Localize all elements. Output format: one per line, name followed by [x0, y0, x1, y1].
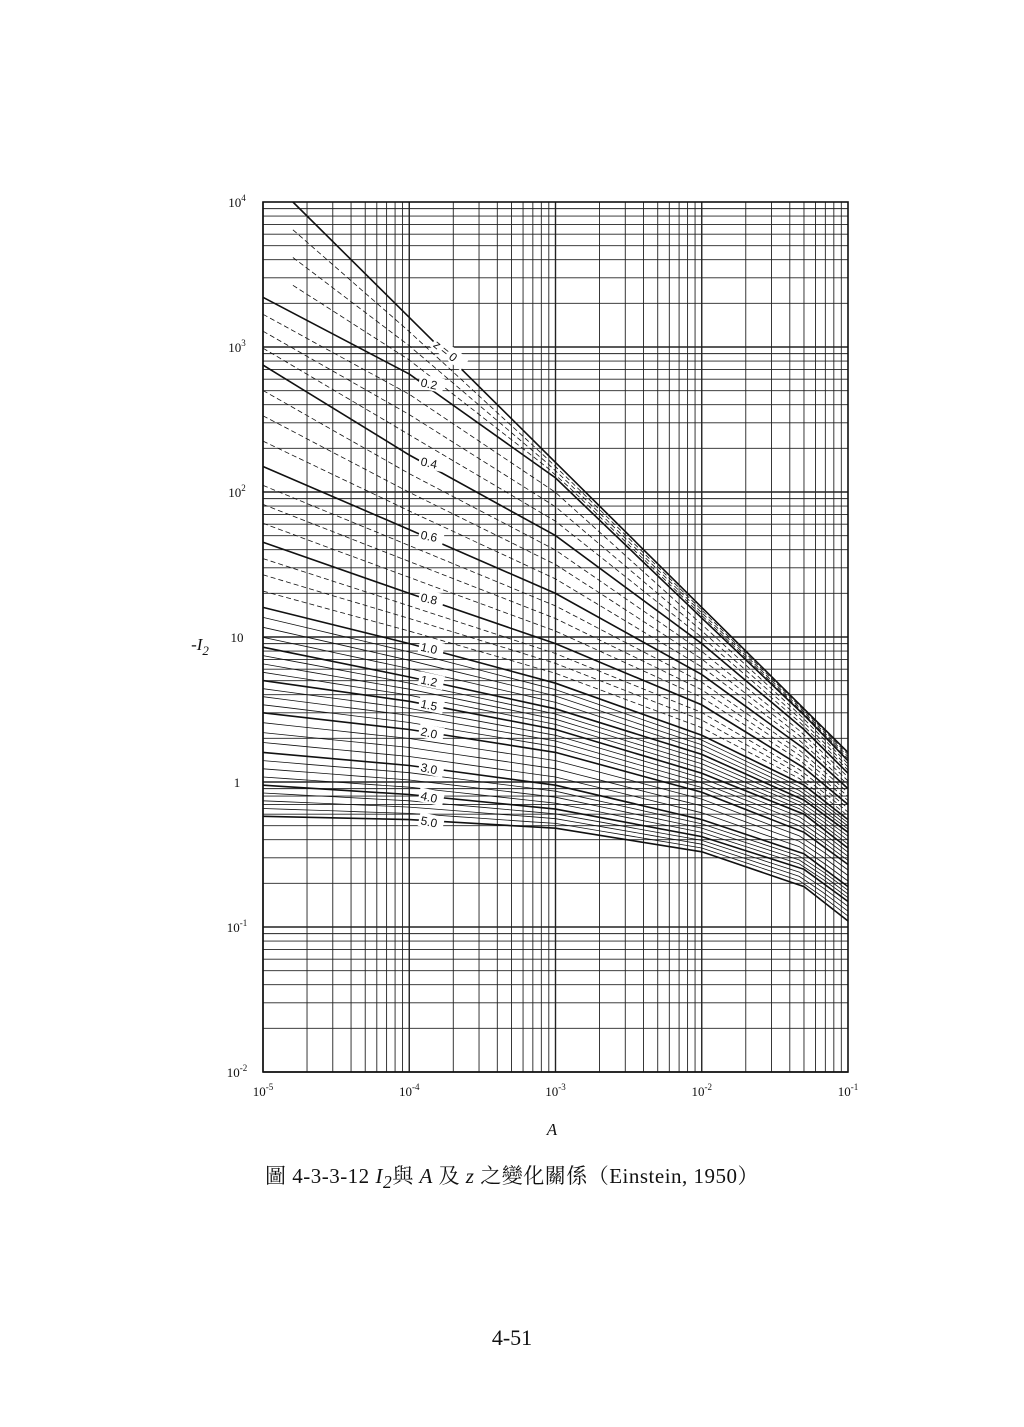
curve-label: 1.2 [419, 672, 439, 690]
caption-var-z: z [465, 1164, 475, 1188]
curve-labels [418, 335, 469, 831]
caption-var-i: I [375, 1164, 383, 1188]
page-number: 4-51 [491, 1325, 533, 1350]
curve-label: 1.5 [419, 696, 439, 714]
curve-label: z = 0 [430, 337, 461, 365]
y-tick-label: $10^{-1}$ [226, 918, 248, 935]
curve-label: 4.0 [419, 788, 439, 806]
curve-label: 0.8 [419, 590, 439, 608]
curve-label: 3.0 [419, 760, 439, 778]
grid [263, 202, 848, 1072]
curve-label: 5.0 [419, 813, 439, 831]
aux-curve [293, 258, 848, 757]
x-tick-label: $10^{-3}$ [545, 1082, 566, 1099]
x-axis-title: A [546, 1120, 558, 1139]
caption-var-i-sub: 2 [382, 1172, 393, 1193]
figure-caption [0, 1160, 1024, 1193]
caption-suffix: 之變化關係（Einstein, 1950） [474, 1164, 760, 1188]
curve-label: 0.2 [419, 375, 439, 393]
y-tick-label: $10^{-2}$ [226, 1063, 248, 1080]
curve-label: 0.4 [419, 454, 439, 472]
x-tick-label: $10^{-1}$ [837, 1082, 859, 1099]
x-tick-label: $10^{-2}$ [691, 1082, 712, 1099]
caption-mid2: 及 [432, 1164, 466, 1188]
x-tick-label: $10^{-5}$ [252, 1082, 274, 1099]
y-tick-label: $10^3$ [228, 338, 246, 355]
curve-label: 1.0 [419, 639, 439, 658]
y-tick-label: $10^4$ [228, 193, 246, 210]
y-tick-label: 10 [230, 630, 244, 645]
caption-var-a: A [419, 1164, 433, 1188]
y-tick-label: $10^2$ [228, 483, 246, 500]
y-axis-title: $-I_2$ [191, 635, 209, 658]
curve-label: 0.6 [419, 527, 439, 546]
curve-label: 2.0 [419, 724, 439, 742]
tick-labels [227, 193, 859, 1099]
caption-prefix: 圖 4-3-3-12 [264, 1164, 376, 1188]
x-tick-label: $10^{-4}$ [399, 1082, 420, 1099]
caption-mid1: 與 [392, 1164, 420, 1188]
y-tick-label: 1 [233, 775, 241, 790]
